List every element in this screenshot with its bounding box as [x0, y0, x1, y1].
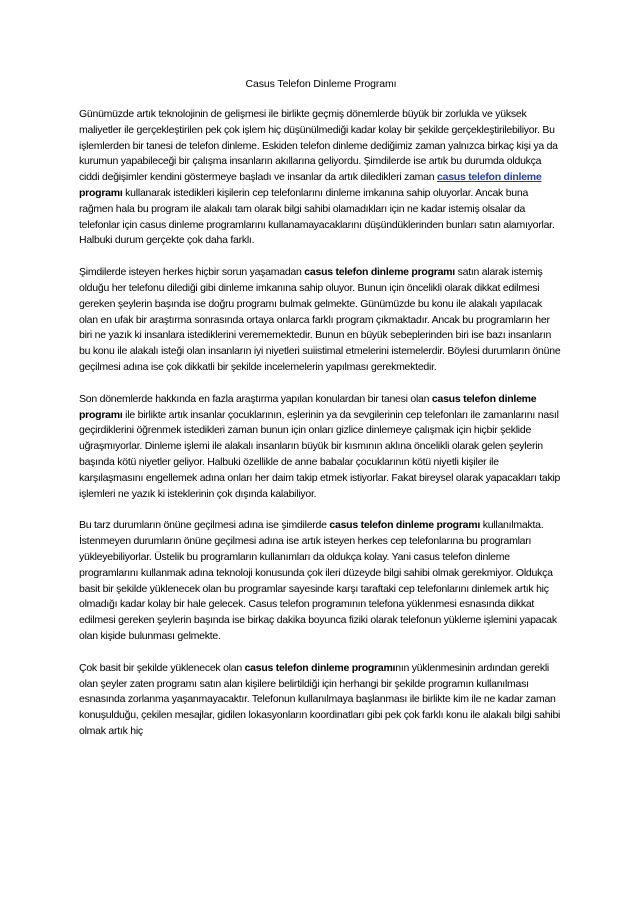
paragraph-3 — [79, 392, 563, 503]
keyword-bold: casus telefon dinleme programı — [329, 519, 481, 532]
paragraph-text: Çok basit bir şekilde yüklenecek olan — [79, 661, 245, 674]
paragraph-text: kullanarak istedikleri kişilerin cep telefonlarını dinleme imkanına sahip oluyorlar. Ancak buna rağmen hala bu program ile alakalı tam olarak bilgi sahibi olamadıkları için ne kadar istemiş olsalar da telefonlar için casus dinleme programlarını kullanamayacaklarını düşündüklerinden bunları satın alamıyorlar. Halbuki durum gerçekte çok daha farklı. — [79, 186, 555, 247]
document-page — [79, 78, 563, 756]
paragraph-text: Son dönemlerde hakkında en fazla araştırma yapılan konulardan bir tanesi olan — [79, 392, 432, 405]
paragraph-1 — [79, 107, 563, 249]
paragraph-text: Şimdilerde isteyen herkes hiçbir sorun yaşamadan — [79, 266, 305, 279]
keyword-bold: casus telefon dinleme programı — [244, 661, 396, 674]
keyword-link[interactable]: casus telefon dinleme — [437, 171, 542, 184]
paragraph-4 — [79, 518, 563, 644]
document-title: Casus Telefon Dinleme Programı — [245, 78, 397, 90]
paragraph-5 — [79, 661, 563, 740]
document-body — [79, 107, 563, 740]
keyword-bold: programı — [79, 186, 123, 199]
paragraph-2 — [79, 265, 563, 376]
keyword-bold: casus telefon dinleme programı — [304, 266, 455, 279]
keyword-bold: casus telefon dinleme programı — [79, 392, 537, 421]
paragraph-text: Bu tarz durumların önüne geçilmesi adına ise şimdilerde — [79, 519, 330, 532]
paragraph-text: kullanılmakta. İstenmeyen durumların önüne geçilmesi adına ise artık isteyen herkes cep telefonlarına bu programları yükleyebiliyorlar. Üstelik bu programların kullanımları da oldukça kolay. Yani casus telefon dinleme programlarını kullanmak adına teknoloji konusunda çok ileri düzeyde bilgi sahibi olmak gerekmiyor. Oldukça basit bir şekilde yüklenecek olan bu programlar sayesinde karşı taraftaki cep telefonlarını dinlemek artık hiç olmadığı kadar kolay bir hale gelecek. Casus telefon programının telefona yüklenmesi esnasında dikkat edilmesi gereken şeylerin başında ise birkaç dakika boyunca fiziki olarak telefonun yükleme işlemini yapacak olan kişide bulunması gelmekte. — [79, 519, 557, 642]
paragraph-text: Günümüzde artık teknolojinin de gelişmesi ile birlikte geçmiş dönemlerde büyük bir zorlukla ve yüksek maliyetler ile gerçekleştirilen pek çok işlem hiç düşünülmediği kadar kolay bir şekilde gerçekleştirilebiliyor. Bu işlemlerden bir tanesi de telefon dinleme. Eskiden telefon dinleme dediğimiz zaman yalnızca birkaç kişi ya da kurumun yapabileceği bir çalışma insanların akıllarına geliyordu. Şimdilerde ise artık bu durumda oldukça ciddi değişimler kendini göstermeye başladı ve insanlar da artık diledikleri zaman — [79, 108, 558, 184]
paragraph-text: ile birlikte artık insanlar çocuklarının, eşlerinin ya da sevgilerinin cep telefonları ile zamanlarını nasıl geçirdiklerini öğrenmek istedikleri zaman bunun için onları gizlice dinlemeye çalışmak için hiçbir şeklide uğraşmıyorlar. Dinleme işlemi ile alakalı insanların büyük bir kısmının aklına öncelikli olarak gelen şeylerin başında kötü niyetler geliyor. Halbuki özellikle de anne babalar çocuklarının kötü niyetli kişiler ile karşılaşmasını engellemek adına onları her daim takip etmek istiyorlar. Fakat bireysel olarak yapacakları takip işlemleri ne yazık ki isteklerinin çok dışında kalabiliyor. — [79, 408, 561, 500]
paragraph-text: nın yüklenmesinin ardından gerekli olan şeyler zaten programı satın alan kişilere belirtildiği için herhangi bir şekilde programın kullanılması esnasında zorlanma yaşanmayacaktır. Telefonun kullanılmaya başlanması ile birlikte kim ile ne kadar zaman konuşulduğu, çekilen mesajlar, gidilen lokasyonların koordinatları gibi pek çok farklı konu ile alakalı bilgi sahibi olmak artık hiç — [79, 661, 561, 737]
paragraph-text: satın alarak istemiş olduğu her telefonu dilediği gibi dinleme imkanına sahip oluyor. Bunun için öncelikli olarak dikkat edilmesi gereken şeylerin başında ise doğru programı bulmak gelmekte. Günümüzde bu konu ile alakalı yapılacak olan en ufak bir araştırma sonrasında ortaya onlarca farklı program çıkmaktadır. Ancak bu programların her biri ne yazık ki insanlara istediklerini verememektedir. Bunun en büyük sebeplerinden biri ise bazı insanların bu konu ile alakalı isteği olan insanların iyi niyetleri suiistimal etmelerini istemelerdir. Böylesi durumların önüne geçilmesi adına ise çok dikkatli bir şekilde incelemelerin yapılması gerekmektedir. — [79, 266, 561, 373]
